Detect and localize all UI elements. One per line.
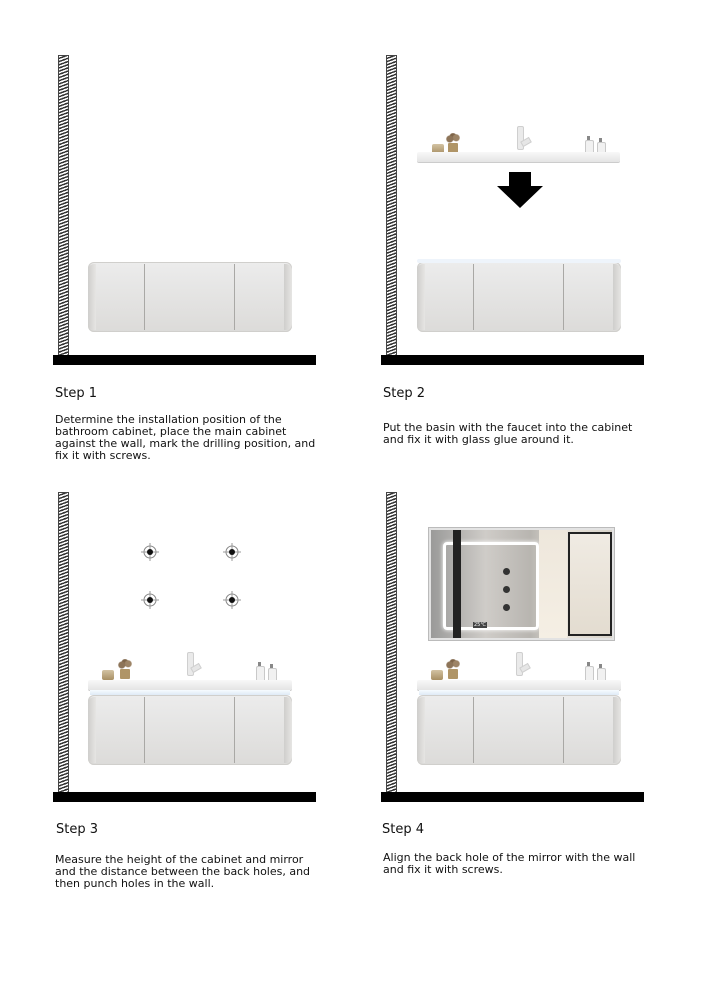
faucet-icon [516,652,523,676]
wall [58,55,69,357]
cabinet [417,695,621,765]
jar-icon [431,670,443,680]
faucet-icon [187,652,194,676]
floor [53,792,316,802]
faucet-icon [517,126,524,150]
cabinet [88,695,292,765]
glass-door [568,532,612,636]
step-4-title: Step 4 [382,822,425,837]
wall [58,492,69,794]
mirror-cabinet [429,528,614,640]
wall [386,55,397,357]
jar-icon [102,670,114,680]
basin [417,680,621,690]
floor [53,355,316,365]
floor [381,792,644,802]
cabinet [88,262,292,332]
drill-target-icon [141,543,159,561]
drill-target-icon [141,591,159,609]
wall [386,492,397,794]
drill-target-icon [223,591,241,609]
dark-strip [453,530,461,638]
step-2-description: Put the basin with the faucet into the cabinet and fix it with glass glue around it. [383,421,633,446]
step-4-description: Align the back hole of the mirror with the wall and fix it with screws. [383,851,636,876]
step-1-description: Determine the installation position of the bathroom cabinet, place the main cabinet against the wall, mark the drilling position, and fix it with screws. [55,413,316,462]
cabinet [417,262,621,332]
step-3-title: Step 3 [56,822,99,837]
plant-icon [445,659,461,679]
step-1-title: Step 1 [55,386,98,401]
floor [381,355,644,365]
mirror-button-icon [503,568,510,575]
basin [88,680,292,690]
drill-target-icon [223,543,241,561]
mirror-button-icon [503,586,510,593]
plant-icon [117,659,133,679]
mirror-button-icon [503,604,510,611]
step-2-title: Step 2 [383,386,426,401]
basin [417,152,620,162]
mirror-display: 25℃ [474,622,486,628]
shelf-section [539,530,567,638]
plant-icon [445,133,461,153]
step-3-description: Measure the height of the cabinet and mirror and the distance between the back holes, and then punch holes in the wall. [55,853,311,890]
arrow-down-icon [497,172,543,208]
